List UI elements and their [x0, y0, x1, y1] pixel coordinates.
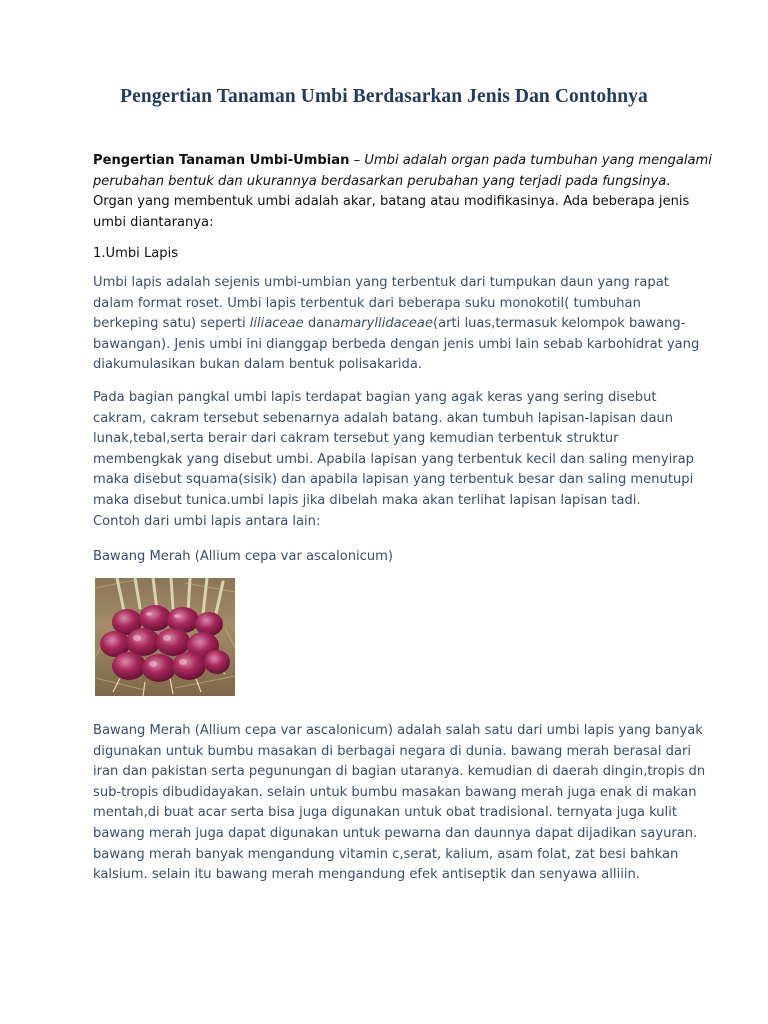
para1-italic-liliaceae: liliaceae: [249, 316, 304, 332]
para2-line: maka disebut tunica.umbi lapis jika dibelah maka akan terlihat lapisan lapisan tadi.: [93, 492, 641, 508]
section-heading: 1.Umbi Lapis: [93, 246, 179, 261]
para3-line: bawang merah juga dapat digunakan untuk pewarna dan daunnya dapat dijadikan sayuran.: [93, 825, 698, 841]
para2-line: Pada bagian pangkal umbi lapis terdapat bagian yang agak keras yang sering disebut: [93, 390, 657, 405]
intro-line-4: umbi diantaranya:: [93, 214, 214, 230]
intro-italic-2: perubahan bentuk dan ukurannya berdasarkan perubahan yang terjadi pada fungsinya: [93, 173, 667, 189]
page-title: Pengertian Tanaman Umbi Berdasarkan Jenis Dan Contohnya: [120, 86, 648, 107]
para3-line: kalsium. selain itu bawang merah mengandung efek antiseptik dan senyawa alliiin.: [93, 867, 640, 883]
para3-line: iran dan pakistan serta pegunungan di bagian utaranya. kemudian di daerah dingin,tropis dn: [93, 764, 706, 780]
intro-line-1: [93, 151, 712, 172]
red-onion-photo: [95, 578, 235, 696]
para3-line: Bawang Merah (Allium cepa var ascalonicum) adalah salah satu dari umbi lapis yang banyak: [93, 723, 703, 738]
para3-line: digunakan untuk bumbu masakan di berbagai negara di dunia. bawang merah berasal dari: [93, 743, 691, 759]
para2-line: Contoh dari umbi lapis antara lain:: [93, 513, 321, 529]
para2-line: membengkak yang disebut umbi. Apabila lapisan yang terbentuk kecil dan saling menyirap: [93, 451, 694, 467]
image-caption: Bawang Merah (Allium cepa var ascalonicum): [93, 549, 394, 564]
para1-line-3-c: (arti luas,termasuk kelompok bawang-: [433, 316, 686, 332]
paragraph-bawang-merah: [93, 721, 706, 886]
para3-line: bawang merah banyak mengandung vitamin c,serat, kalium, asam folat, zat besi bahkan: [93, 846, 679, 862]
intro-paragraph: [93, 151, 712, 233]
para1-line-2: dalam format roset. Umbi lapis terbentuk dari beberapa suku monokotil( tumbuhan: [93, 295, 641, 311]
para1-line-3: [93, 314, 686, 335]
para2-line: maka disebut squama(sisik) dan apabila lapisan yang terbentuk besar dan saling menutupi: [93, 472, 694, 488]
red-onion-illustration: [95, 578, 235, 696]
intro-line-3: Organ yang membentuk umbi adalah akar, batang atau modifikasinya. Ada beberapa jenis: [93, 194, 690, 210]
para1-line-3-a: berkeping satu) seperti: [93, 316, 250, 332]
intro-dash: –: [349, 153, 365, 168]
intro-italic-1: Umbi adalah organ pada tumbuhan yang mengalami: [364, 153, 712, 168]
para1-line-5: diakumulasikan bukan dalam bentuk polisakarida.: [93, 357, 423, 373]
para1-line-1: Umbi lapis adalah sejenis umbi-umbian yang terbentuk dari tumpukan daun yang rapat: [93, 275, 669, 290]
paragraph-umbi-lapis-definition: [93, 273, 700, 376]
intro-line-2-end: .: [666, 173, 671, 189]
para3-line: sub-tropis dibudidayakan. selain untuk bumbu masakan bawang merah juga enak di makan: [93, 784, 697, 800]
intro-bold-lead: Pengertian Tanaman Umbi-Umbian: [93, 153, 350, 168]
para1-line-4: bawangan). Jenis umbi ini dianggap berbeda dengan jenis umbi lain sebab karbohidrat yang: [93, 336, 700, 352]
para2-line: cakram, cakram tersebut sebenarnya adalah batang. akan tumbuh lapisan-lapisan daun: [93, 410, 674, 426]
para2-line: lunak,tebal,serta berair dari cakram tersebut yang kemudian terbentuk struktur: [93, 431, 619, 447]
paragraph-umbi-lapis-structure: [93, 388, 694, 532]
para3-line: mentah,di buat acar serta bisa juga digunakan untuk obat tradisional. ternyata juga kulit: [93, 805, 677, 821]
para1-line-3-b: dan: [303, 316, 333, 332]
para1-italic-amaryllidaceae: amaryllidaceae: [332, 316, 434, 332]
intro-line-2: [93, 172, 683, 193]
